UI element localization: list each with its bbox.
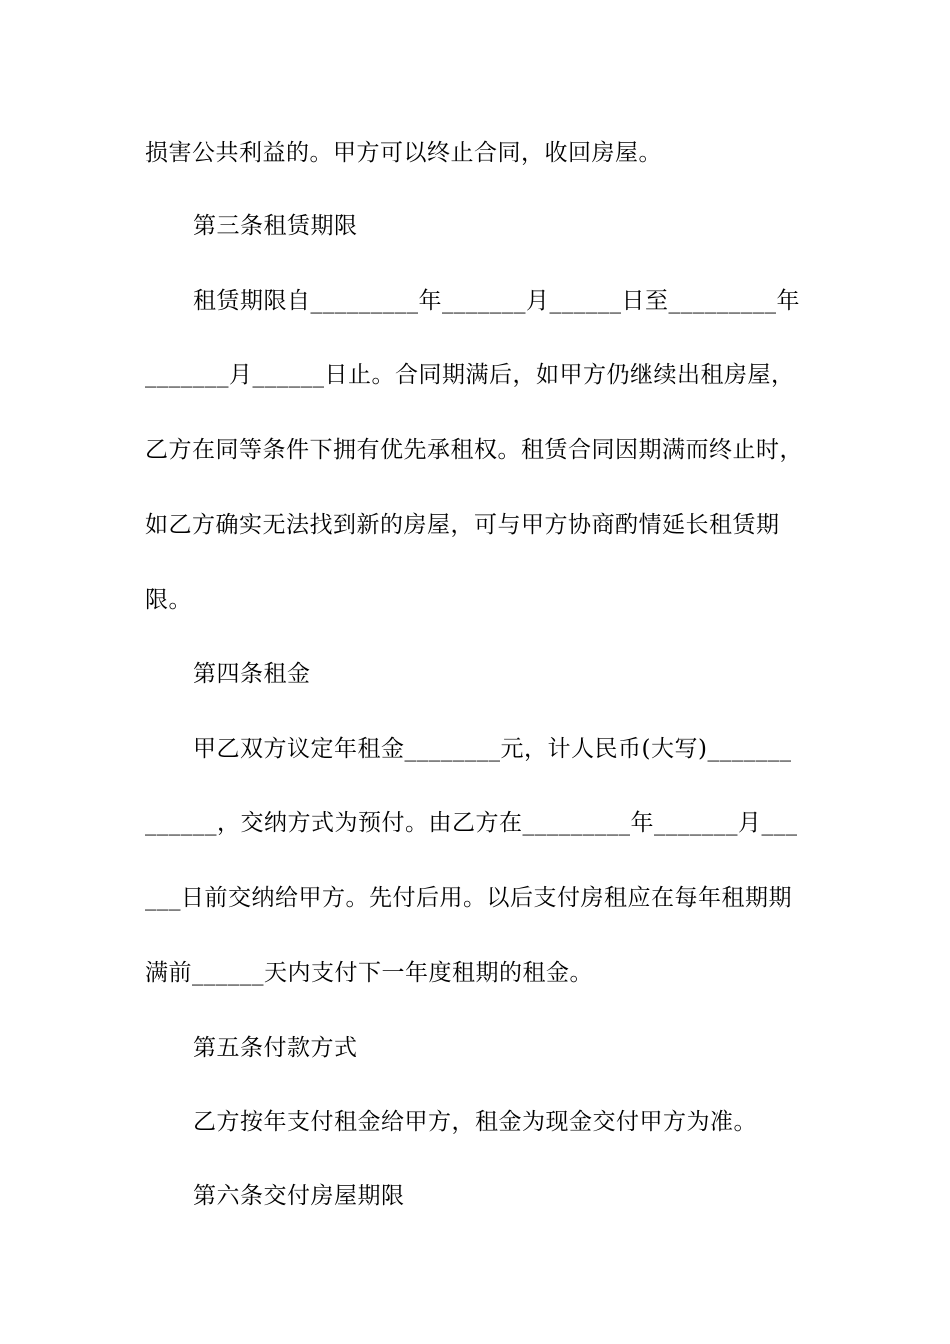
paragraph-line: 损害公共利益的。甲方可以终止合同，收回房屋。 — [145, 140, 662, 166]
paragraph-line: 甲乙双方议定年租金________元，计人民币(大写)_______ — [193, 736, 792, 762]
section-heading-lease-term: 第三条租赁期限 — [193, 213, 358, 239]
paragraph-line: ______，交纳方式为预付。由乙方在_________年_______月___ — [145, 810, 798, 836]
paragraph-line: ___日前交纳给甲方。先付后用。以后支付房租应在每年租期期 — [145, 885, 792, 911]
paragraph-line: 乙方在同等条件下拥有优先承租权。租赁合同因期满而终止时， — [145, 437, 803, 463]
paragraph-line: _______月______日止。合同期满后，如甲方仍继续出租房屋， — [145, 362, 795, 388]
section-heading-rent: 第四条租金 — [193, 661, 311, 687]
paragraph-line: 限。 — [145, 587, 192, 613]
paragraph-line: 如乙方确实无法找到新的房屋，可与甲方协商酌情延长租赁期 — [145, 512, 780, 538]
paragraph-line: 租赁期限自_________年_______月______日至_________年 — [193, 288, 800, 314]
paragraph-line: 满前______天内支付下一年度租期的租金。 — [145, 960, 593, 986]
paragraph-line: 乙方按年支付租金给甲方，租金为现金交付甲方为准。 — [193, 1109, 757, 1135]
section-heading-handover-term: 第六条交付房屋期限 — [193, 1183, 405, 1209]
section-heading-payment-method: 第五条付款方式 — [193, 1035, 358, 1061]
